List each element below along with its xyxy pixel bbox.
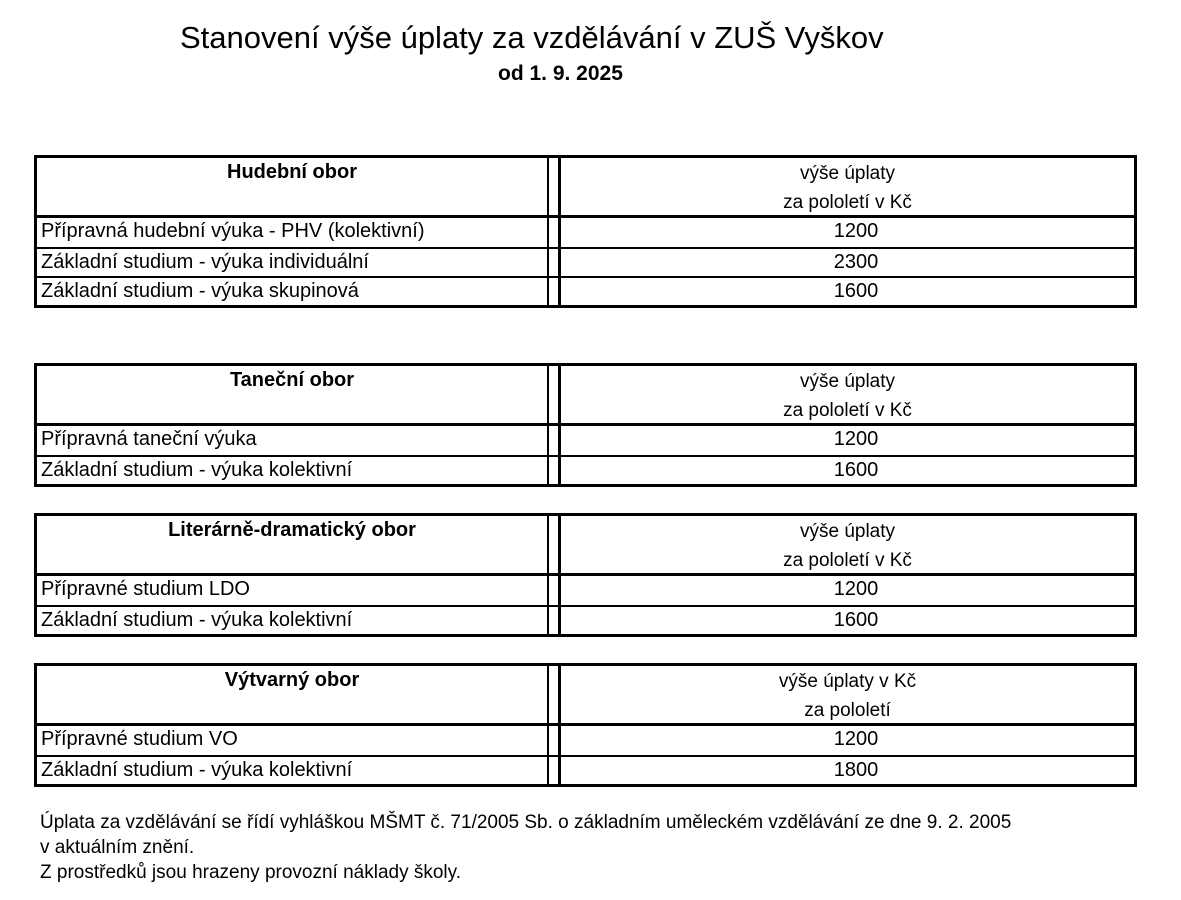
table-row — [37, 276, 1134, 305]
row-fee: 1200 — [833, 428, 879, 450]
page-title: Stanovení výše úplaty za vzdělávání v ZUŠ Vyškov — [180, 20, 884, 55]
row-label: Základní studium - výuka kolektivní — [41, 609, 353, 631]
fee-header-line1: výše úplaty — [799, 521, 896, 542]
column-separator — [547, 726, 561, 755]
table-row — [37, 605, 1134, 634]
table-row — [37, 455, 1134, 484]
column-separator — [547, 516, 561, 573]
row-label: Přípravná taneční výuka — [41, 428, 257, 450]
column-separator — [547, 457, 561, 484]
column-separator — [547, 666, 561, 723]
table-vytvarny-obor — [34, 663, 1137, 787]
row-label: Základní studium - výuka skupinová — [41, 280, 359, 302]
fee-header — [561, 158, 1134, 215]
table-header-row — [37, 366, 1134, 426]
table-row — [37, 726, 1134, 755]
table-row — [37, 247, 1134, 276]
row-fee: 1600 — [833, 609, 879, 631]
table-row — [37, 576, 1134, 605]
column-separator — [547, 607, 561, 634]
table-row — [37, 426, 1134, 455]
row-fee: 1800 — [833, 759, 879, 781]
footer-line-operating-costs: Z prostředků jsou hrazeny provozní náklady školy. — [40, 862, 462, 883]
row-fee: 1600 — [833, 459, 879, 481]
fee-header — [561, 666, 1134, 723]
row-label: Základní studium - výuka kolektivní — [41, 459, 353, 481]
table-header-row — [37, 158, 1134, 218]
table-tanecni-obor — [34, 363, 1137, 487]
table-header-label: Literárně-dramatický obor — [168, 519, 416, 541]
table-header-row — [37, 516, 1134, 576]
row-fee: 2300 — [833, 251, 879, 273]
row-label: Přípravné studium LDO — [41, 578, 250, 600]
table-hudebni-obor — [34, 155, 1137, 308]
table-row — [37, 755, 1134, 784]
row-fee: 1600 — [833, 280, 879, 302]
fee-header — [561, 516, 1134, 573]
row-fee: 1200 — [833, 728, 879, 750]
footer-line-current-version: v aktuálním znění. — [40, 837, 195, 858]
fee-header-line1: výše úplaty — [799, 371, 896, 392]
table-header-label: Výtvarný obor — [224, 669, 360, 691]
fee-header — [561, 366, 1134, 423]
column-separator — [547, 576, 561, 605]
table-literarne-dramaticky-obor — [34, 513, 1137, 637]
column-separator — [547, 366, 561, 423]
table-row — [37, 218, 1134, 247]
fee-header-line2: za pololetí v Kč — [783, 550, 912, 571]
row-label: Přípravná hudební výuka - PHV (kolektivní) — [41, 220, 425, 242]
footer-line-regulation: Úplata za vzdělávání se řídí vyhláškou MŠMT č. 71/2005 Sb. o základním uměleckém vzdělávání ze dne 9. 2. 2005 — [40, 812, 1012, 833]
column-separator — [547, 426, 561, 455]
fee-header-line2: za pololetí v Kč — [783, 192, 912, 213]
row-fee: 1200 — [833, 578, 879, 600]
page-subtitle: od 1. 9. 2025 — [498, 62, 623, 85]
row-fee: 1200 — [833, 220, 879, 242]
row-label: Přípravné studium VO — [41, 728, 238, 750]
row-label: Základní studium - výuka individuální — [41, 251, 369, 273]
column-separator — [547, 249, 561, 276]
table-header-label: Hudební obor — [227, 161, 357, 183]
column-separator — [547, 757, 561, 784]
row-label: Základní studium - výuka kolektivní — [41, 759, 353, 781]
column-separator — [547, 158, 561, 215]
fee-header-line1: výše úplaty v Kč — [778, 671, 917, 692]
fee-header-line2: za pololetí v Kč — [783, 400, 912, 421]
column-separator — [547, 218, 561, 247]
table-header-label: Taneční obor — [229, 369, 355, 391]
table-header-row — [37, 666, 1134, 726]
fee-header-line1: výše úplaty — [799, 163, 896, 184]
column-separator — [547, 278, 561, 305]
footer-note — [40, 810, 1011, 885]
fee-header-line2: za pololetí — [804, 700, 891, 721]
